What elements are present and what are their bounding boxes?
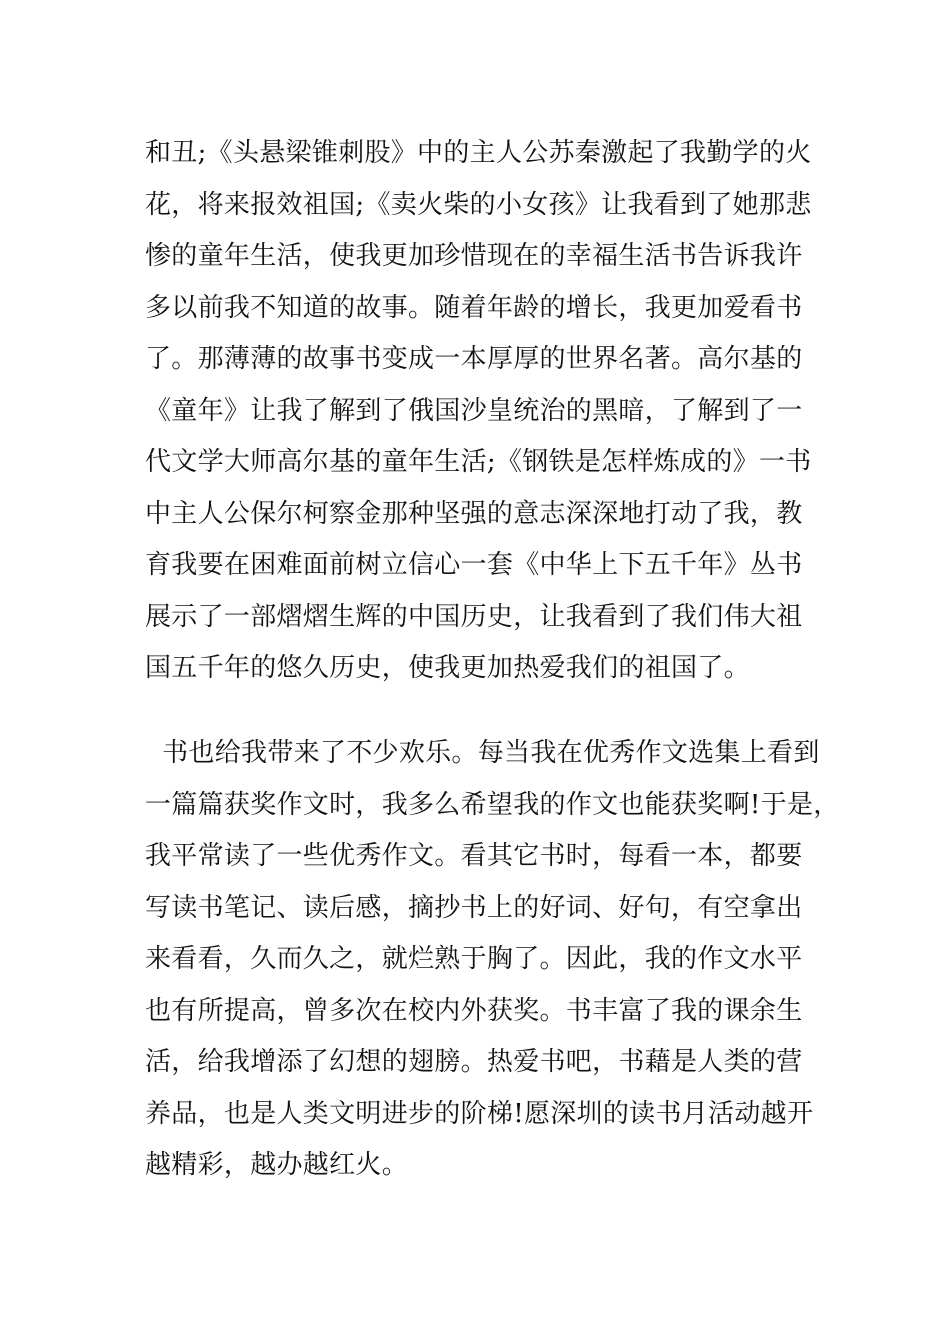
text-line: 也有所提高，曾多次在校内外获奖。书丰富了我的课余生 xyxy=(145,995,803,1026)
text-line: 我平常读了一些优秀作文。看其它书时，每看一本，都要 xyxy=(145,841,803,871)
text-line: 惨的童年生活，使我更加珍惜现在的幸福生活书告诉我许 xyxy=(145,241,803,271)
text-line: 来看看，久而久之，就烂熟于胸了。因此，我的作文水平 xyxy=(145,944,803,974)
paragraph-reading-stories xyxy=(145,128,812,695)
text-line: 越精彩，越办越红火。 xyxy=(145,1150,409,1180)
text-line: 养品，也是人类文明进步的阶梯!愿深圳的读书月活动越开 xyxy=(145,1098,814,1129)
text-line: 活，给我增添了幻想的翅膀。热爱书吧，书藉是人类的营 xyxy=(145,1047,803,1077)
text-line: 了。那薄薄的故事书变成一本厚厚的世界名著。高尔基的 xyxy=(145,344,803,374)
text-line: 和丑;《头悬梁锥刺股》中的主人公苏秦激起了我勤学的火 xyxy=(145,138,812,168)
text-line: 一篇篇获奖作文时，我多么希望我的作文也能获奖啊!于是， xyxy=(145,789,840,820)
text-line: 花，将来报效祖国;《卖火柴的小女孩》让我看到了她那悲 xyxy=(145,189,812,220)
text-line: 代文学大师高尔基的童年生活;《钢铁是怎样炼成的》一书 xyxy=(145,447,812,477)
text-line: 《童年》让我了解到了俄国沙皇统治的黑暗，了解到了一 xyxy=(145,395,803,426)
text-line: 中主人公保尔柯察金那种坚强的意志深深地打动了我，教 xyxy=(145,498,803,529)
text-line: 展示了一部熠熠生辉的中国历史，让我看到了我们伟大祖 xyxy=(145,601,803,632)
text-line: 书也给我带来了不少欢乐。每当我在优秀作文选集上看到 xyxy=(145,738,820,768)
text-line: 育我要在困难面前树立信心一套《中华上下五千年》丛书 xyxy=(145,550,803,580)
paragraph-books-joy xyxy=(145,728,840,1192)
text-line: 国五千年的悠久历史，使我更加热爱我们的祖国了。 xyxy=(145,653,750,683)
text-line: 写读书笔记、读后感，摘抄书上的好词、好句，有空拿出 xyxy=(145,892,803,923)
text-line: 多以前我不知道的故事。随着年龄的增长，我更加爱看书 xyxy=(145,292,803,323)
